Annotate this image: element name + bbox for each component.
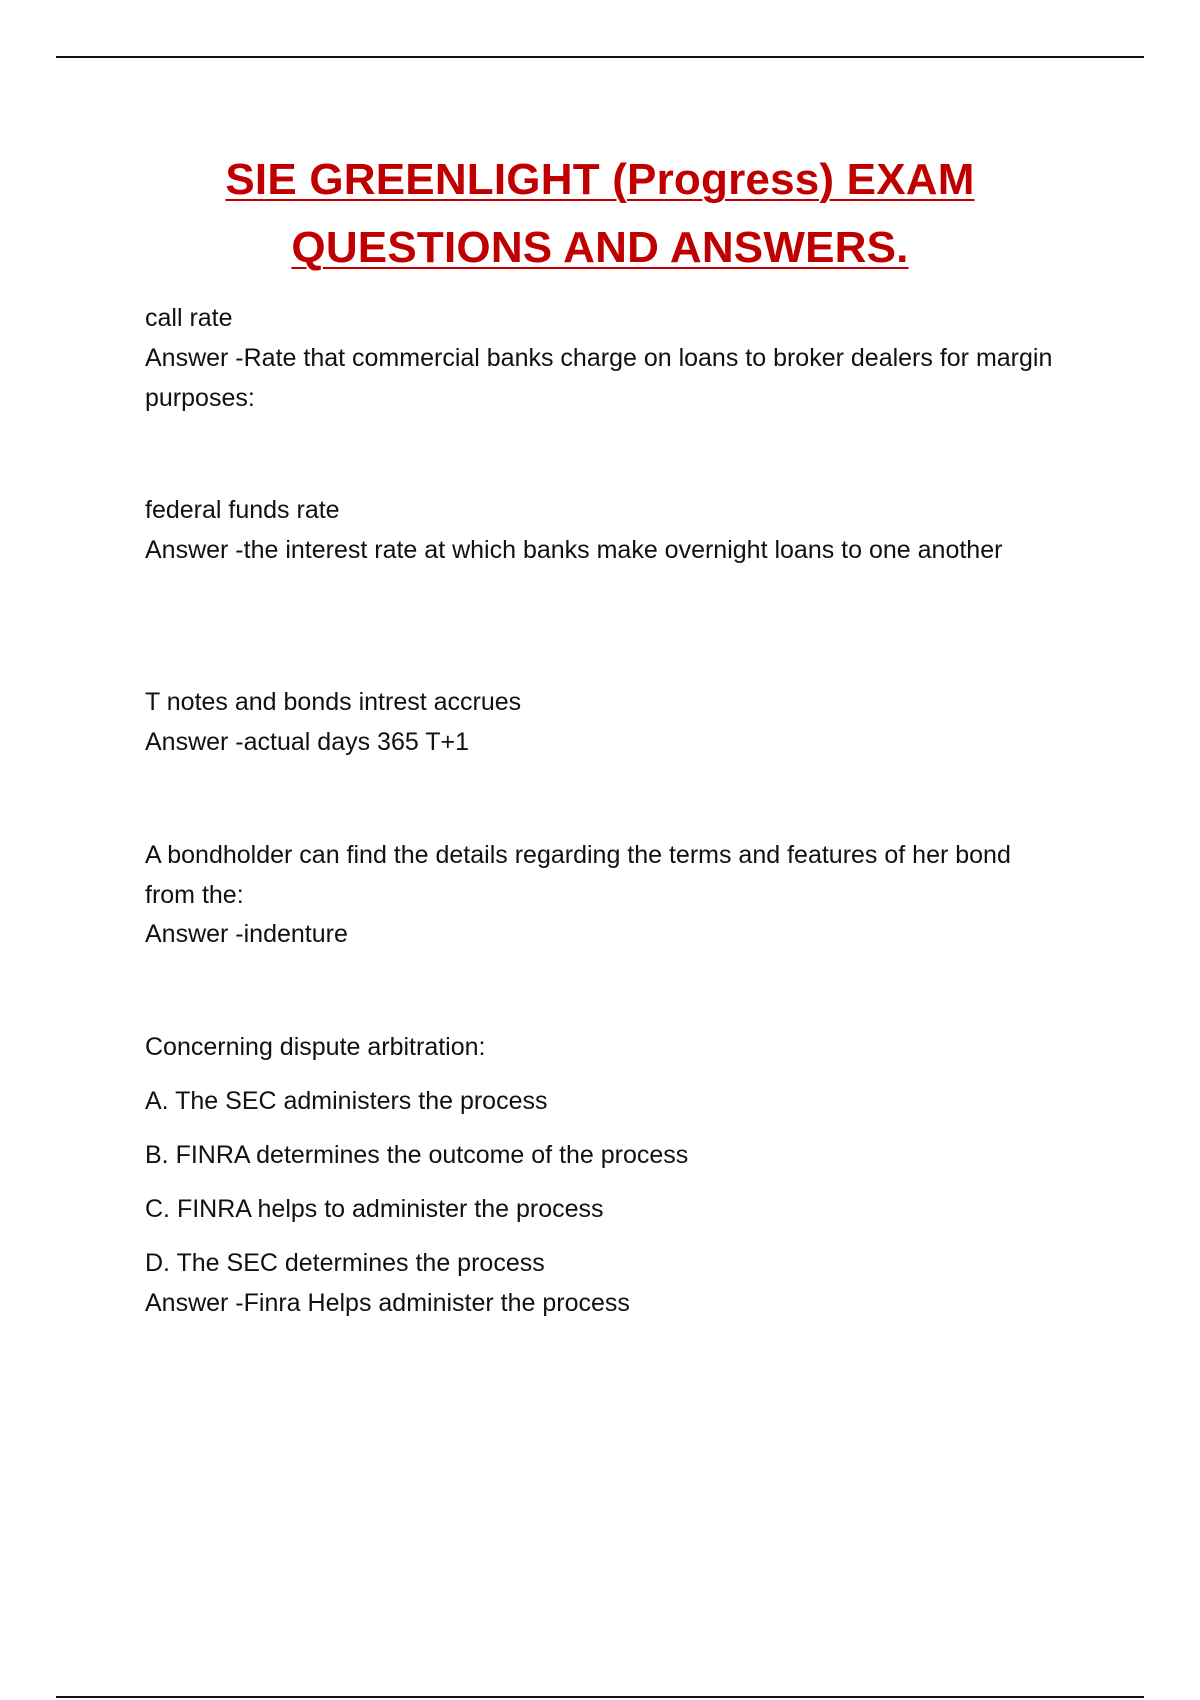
answer-text: Answer -actual days 365 T+1: [145, 728, 470, 756]
question-text: A bondholder can find the details regarding the terms and features of her bond from the:: [145, 841, 1011, 909]
question-text: Concerning dispute arbitration:: [145, 1033, 486, 1061]
qa-item: [145, 490, 1065, 570]
qa-item: [145, 835, 1065, 953]
qa-item: [145, 682, 1065, 762]
title-line-2: QUESTIONS AND ANSWERS.: [291, 223, 909, 272]
option-c: C. FINRA helps to administer the process: [145, 1195, 604, 1223]
option-b: B. FINRA determines the outcome of the process: [145, 1141, 689, 1169]
option-a: A. The SEC administers the process: [145, 1087, 548, 1115]
bottom-rule: [56, 1696, 1144, 1698]
question-text: T notes and bonds intrest accrues: [145, 688, 522, 716]
qa-item: [145, 298, 1065, 418]
option-d: D. The SEC determines the process: [145, 1249, 545, 1277]
qa-item: [145, 1027, 1065, 1323]
answer-text: Answer -indenture: [145, 920, 348, 948]
document-title: [0, 146, 1200, 282]
top-rule: [56, 56, 1144, 58]
question-text: federal funds rate: [145, 496, 340, 524]
answer-text: Answer -the interest rate at which banks make overnight loans to one another: [145, 536, 1003, 564]
title-line-1: SIE GREENLIGHT (Progress) EXAM: [225, 155, 975, 204]
question-text: call rate: [145, 304, 233, 332]
answer-text: Answer -Finra Helps administer the process: [145, 1289, 630, 1317]
answer-text: Answer -Rate that commercial banks charge on loans to broker dealers for margin purposes:: [145, 344, 1053, 412]
